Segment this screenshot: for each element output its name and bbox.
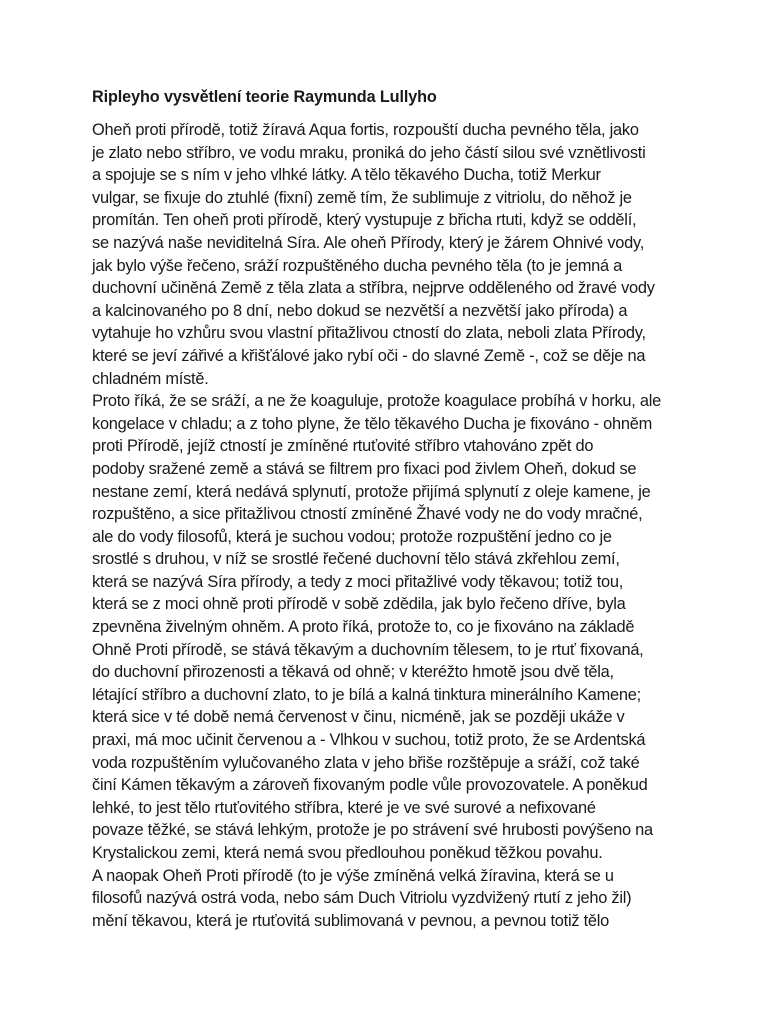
text-line: rozpuštěno, a sice přitažlivou ctností zmíněné Žhavé vody ne do vody mračné, xyxy=(92,505,643,524)
text-line: lehké, to jest tělo rtuťovitého stříbra, které je ve své surové a nefixované xyxy=(92,798,596,817)
text-line: vytahuje ho vzhůru svou vlastní přitažlivou ctností do zlata, neboli zlata Přírody, xyxy=(92,324,646,343)
text-line: srostlé s druhou, v níž se srostlé řečené duchovní tělo stává zkřehlou zemí, xyxy=(92,550,620,569)
text-line: duchovní učiněná Země z těla zlata a stříbra, nejprve odděleného od žravé vody xyxy=(92,279,655,298)
document-body xyxy=(92,86,692,932)
text-line: Proto říká, že se sráží, a ne že koaguluje, protože koagulace probíhá v horku, ale xyxy=(92,392,661,411)
text-line: které se jeví zářivé a křišťálové jako rybí oči - do slavné Země -, což se děje na xyxy=(92,346,646,365)
text-line: zpevněna živelným ohněm. A proto říká, protože to, co je fixováno na základě xyxy=(92,618,635,637)
text-line: a kalcinovaného po 8 dní, nebo dokud se nezvětší a nezvětší jako příroda) a xyxy=(92,301,628,320)
text-line: Ohně Proti přírodě, se stává těkavým a duchovním tělesem, to je rtuť fixovaná, xyxy=(92,640,644,659)
text-line: kongelace v chladu; a z toho plyne, že tělo těkavého Ducha je fixováno - ohněm xyxy=(92,414,652,433)
text-line: a spojuje se s ním v jeho vlhké látky. A tělo těkavého Ducha, totiž Merkur xyxy=(92,166,601,185)
text-line: ale do vody filosofů, která je suchou vodou; protože rozpuštění jedno co je xyxy=(92,527,612,546)
text-line: činí Kámen těkavým a zároveň fixovaným podle vůle provozovatele. A poněkud xyxy=(92,776,648,795)
text-line: nestane zemí, která nedává splynutí, protože přijímá splynutí z oleje kamene, je xyxy=(92,482,651,501)
text-line: mění těkavou, která je rtuťovitá sublimovaná v pevnou, a pevnou totiž tělo xyxy=(92,911,610,930)
text-line: Krystalickou zemi, která nemá svou předlouhou poněkud těžkou povahu. xyxy=(92,844,603,862)
paragraph-text xyxy=(92,119,692,932)
text-line: která sice v té době nemá červenost v činu, nicméně, jak se později ukáže v xyxy=(92,708,625,727)
text-line: je zlato nebo stříbro, ve vodu mraku, proniká do jeho částí silou své vznětlivosti xyxy=(92,143,646,162)
text-line: jak bylo výše řečeno, sráží rozpuštěného ducha pevného těla (to je jemná a xyxy=(92,256,623,275)
text-line: létající stříbro a duchovní zlato, to je bílá a kalná tinktura minerálního Kamene; xyxy=(92,685,641,704)
text-line: podoby sražené země a stává se filtrem pro fixaci pod živlem Oheň, dokud se xyxy=(92,459,637,478)
document-title: Ripleyho vysvětlení teorie Raymunda Lullyho xyxy=(92,88,437,106)
text-line: A naopak Oheň Proti přírodě (to je výše zmíněná velká žíravina, která se u xyxy=(92,866,614,885)
text-line: filosofů nazývá ostrá voda, nebo sám Duch Vitriolu vyzdvižený rtutí z jeho žil) xyxy=(92,889,632,908)
text-line: Oheň proti přírodě, totiž žíravá Aqua fortis, rozpouští ducha pevného těla, jako xyxy=(92,121,639,139)
text-line: praxi, má moc učinit červenou a - Vlhkou v suchou, totiž proto, že se Ardentská xyxy=(92,731,646,750)
text-line: povaze těžké, se stává lehkým, protože je po strávení své hrubosti povýšeno na xyxy=(92,821,653,840)
text-line: do duchovní přirozenosti a těkavá od ohně; v kteréžto hmotě jsou dvě těla, xyxy=(92,663,614,682)
text-line: se nazývá naše neviditelná Síra. Ale oheň Přírody, který je žárem Ohnivé vody, xyxy=(92,233,645,252)
text-line: proti Přírodě, jejíž ctností je zmíněné rtuťovité stříbro vtahováno zpět do xyxy=(92,437,594,456)
text-line: promítán. Ten oheň proti přírodě, který vystupuje z břicha rtuti, když se oddělí, xyxy=(92,211,637,230)
text-line: voda rozpuštěním vylučovaného zlata v jeho břiše rozštěpuje a sráží, což také xyxy=(92,753,640,772)
text-line: chladném místě. xyxy=(92,369,209,388)
text-line: která se z moci ohně proti přírodě v sobě zdědila, jak bylo řečeno dříve, byla xyxy=(92,595,626,614)
text-line: vulgar, se fixuje do ztuhlé (fixní) země tím, že sublimuje z vitriolu, do něhož je xyxy=(92,188,632,207)
text-line: která se nazývá Síra přírody, a tedy z moci přitažlivé vody těkavou; totiž tou, xyxy=(92,572,624,591)
